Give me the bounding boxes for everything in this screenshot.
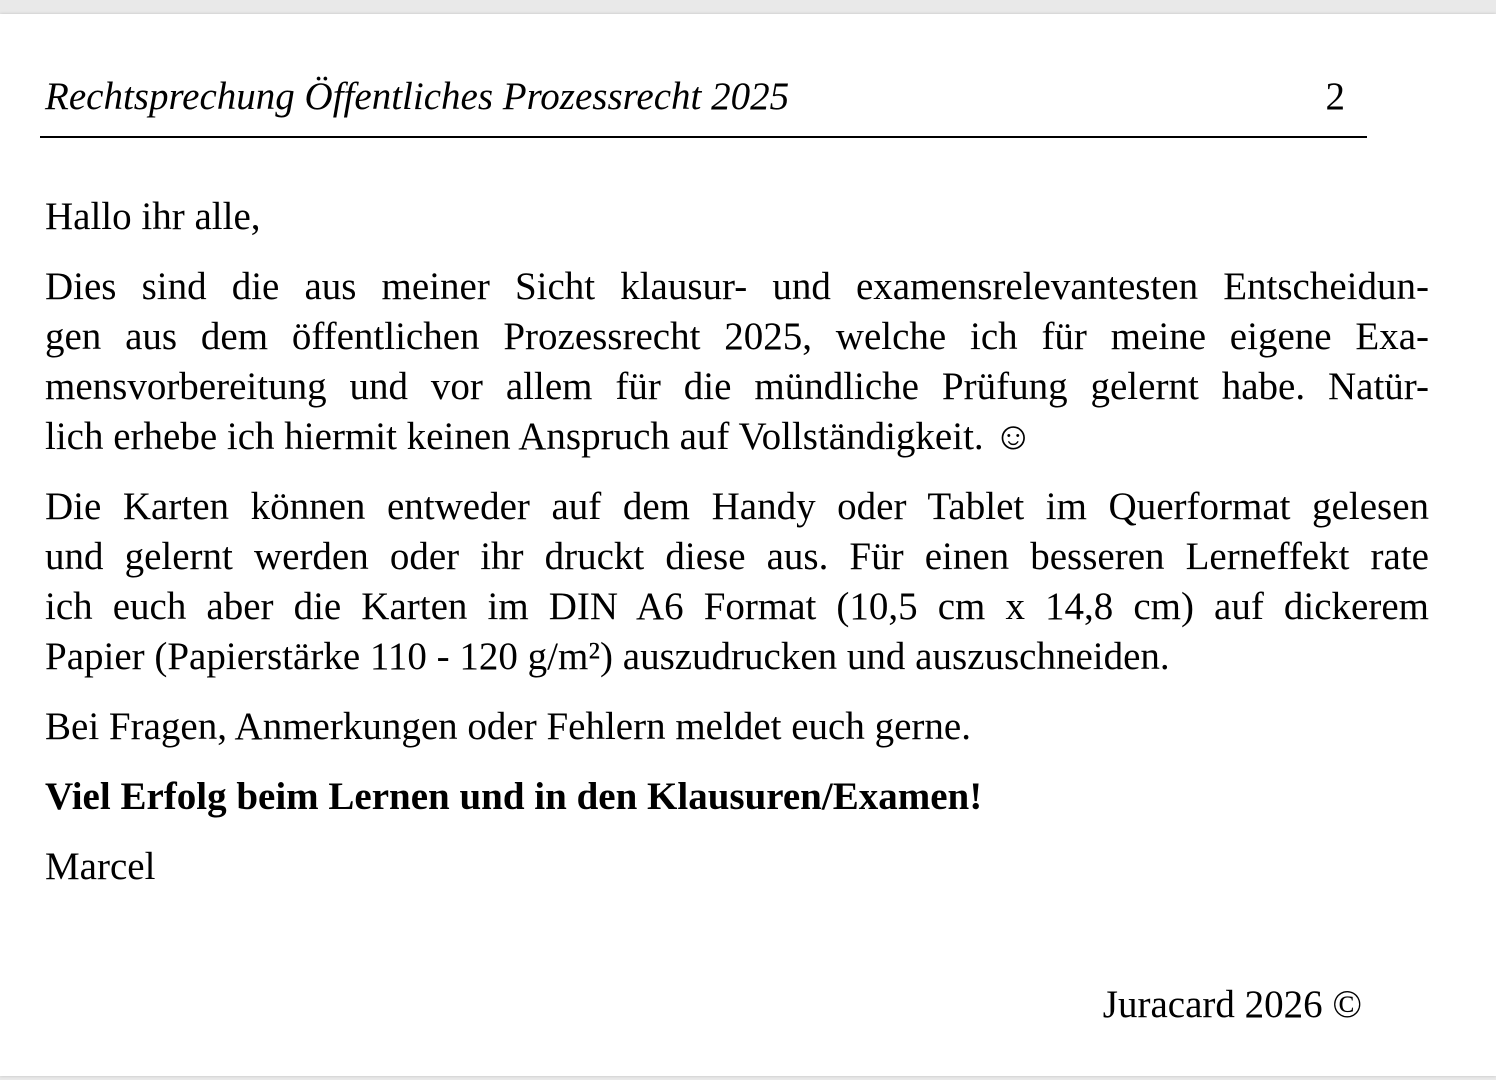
feedback-paragraph: Bei Fragen, Anmerkungen oder Fehlern meldet euch gerne. (45, 705, 971, 748)
text-line: mensvorbereitung und vor allem für die mündliche Prüfung gelernt habe. Natür- (45, 365, 1429, 408)
page-number: 2 (1325, 75, 1345, 118)
text-line: und gelernt werden oder ihr druckt diese aus. Für einen besseren Lerneffekt rate (45, 535, 1429, 578)
usage-paragraph (45, 482, 1429, 682)
copyright-footer: Juracard 2026 © (1102, 983, 1362, 1026)
document-page (0, 14, 1496, 1076)
text-line: gen aus dem öffentlichen Prozessrecht 2025, welche ich für meine eigene Exa- (45, 315, 1429, 358)
greeting: Hallo ihr alle, (45, 195, 261, 238)
text-line: Die Karten können entweder auf dem Handy oder Tablet im Querformat gelesen (45, 485, 1429, 528)
signature: Marcel (45, 845, 156, 888)
intro-paragraph (45, 262, 1429, 462)
text-line: lich erhebe ich hiermit keinen Anspruch auf Vollständigkeit. ☺ (45, 415, 1034, 458)
header-title: Rechtsprechung Öffentliches Prozessrecht 2025 (45, 75, 790, 118)
text-line: Dies sind die aus meiner Sicht klausur- und examensrelevantesten Entscheidun- (45, 265, 1429, 308)
text-line: Papier (Papierstärke 110 - 120 g/m²) auszudrucken und auszuschneiden. (45, 635, 1170, 678)
page-header (40, 72, 1367, 138)
document-body (45, 192, 1429, 912)
text-line: ich euch aber die Karten im DIN A6 Format (10,5 cm x 14,8 cm) auf dickerem (45, 585, 1429, 628)
closing-line: Viel Erfolg beim Lernen und in den Klausuren/Examen! (45, 775, 983, 818)
